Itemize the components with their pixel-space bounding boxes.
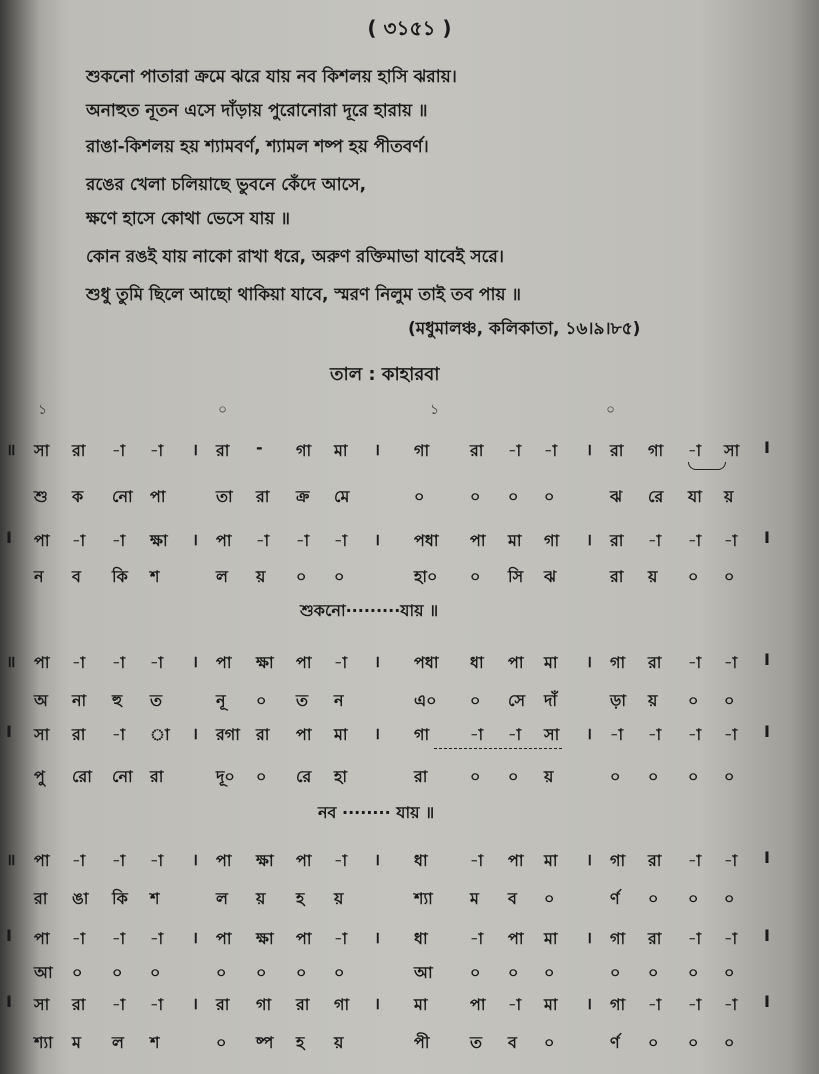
syllable-cell: শ্যা	[414, 889, 433, 908]
swara-cell: -া	[334, 531, 348, 550]
syllable-cell: এ০	[414, 691, 437, 710]
syllable-cell: ত	[470, 1033, 483, 1052]
swara-cell: রা	[648, 653, 662, 672]
syllable-cell: ০	[648, 889, 659, 908]
syllable-cell: ০	[470, 691, 481, 710]
syllable-cell: ০	[724, 691, 735, 710]
swara-cell: -া	[112, 531, 126, 550]
syllable-cell: নো	[112, 767, 133, 786]
syllable-cell: য়	[724, 487, 734, 506]
swara-cell: পা	[508, 929, 524, 948]
beat-mark: ১	[38, 402, 48, 418]
syllable-cell: ০	[334, 963, 345, 982]
swara-cell: -া	[688, 653, 702, 672]
swara-cell: ।	[192, 994, 199, 1013]
syllable-cell: য়	[334, 1033, 344, 1052]
syllable-cell: ০	[256, 767, 267, 786]
swara-cell: গা	[610, 851, 626, 870]
syllable-row	[0, 764, 819, 790]
swara-cell: রা	[256, 725, 270, 744]
syllable-cell: ড়া	[610, 691, 627, 710]
syllable-cell: কি	[112, 567, 128, 586]
syllable-cell: য়	[648, 691, 658, 710]
syllable-cell: ০	[334, 567, 345, 586]
swara-cell: ।	[586, 440, 593, 459]
swara-row	[0, 848, 819, 874]
syllable-cell: মে	[334, 487, 350, 506]
swara-cell: -া	[470, 851, 484, 870]
syllable-cell: রা	[414, 767, 428, 786]
syllable-cell: শু	[34, 487, 48, 506]
swara-cell: রা	[470, 441, 484, 460]
swara-cell: ॥	[6, 440, 16, 459]
swara-cell: মা	[544, 653, 558, 672]
page-number: ( ৩১৫১ )	[367, 16, 452, 40]
swara-cell: মা	[544, 851, 558, 870]
syllable-cell: ঙা	[72, 889, 89, 908]
syllable-cell: ল	[216, 567, 228, 586]
swara-cell: -া	[470, 929, 484, 948]
swara-cell: -া	[256, 531, 270, 550]
syllable-cell: ০	[470, 767, 481, 786]
syllable-cell: পু	[34, 767, 45, 786]
swara-cell: I	[764, 528, 770, 547]
swara-row	[0, 650, 819, 676]
swara-cell: ক্ষা	[256, 851, 274, 870]
swara-cell: পা	[216, 851, 232, 870]
lyric-line: অনাহুত নূতন এসে দাঁড়ায় পুরোনোরা দূরে হারায় ॥	[86, 101, 428, 121]
swara-cell: ।	[586, 724, 593, 743]
swara-cell: পা	[470, 531, 486, 550]
syllable-cell: নো	[112, 487, 133, 506]
swara-cell: ॥	[6, 652, 16, 671]
lyric-line: শুধু তুমি ছিলে আছো থাকিয়া যাবে, স্মরণ নিলুম তাই তব পায় ॥	[86, 285, 521, 305]
syllable-cell: ০	[724, 567, 735, 586]
swara-cell: গা	[610, 929, 626, 948]
syllable-cell: পা	[150, 487, 166, 506]
syllable-cell: ০	[72, 963, 83, 982]
syllable-cell: ০	[508, 767, 519, 786]
swara-cell: রা	[216, 441, 230, 460]
syllable-cell: ন	[34, 567, 44, 586]
swara-cell: ক্ষা	[150, 531, 168, 550]
swara-cell: মা	[334, 725, 348, 744]
swara-cell: -া	[508, 995, 522, 1014]
swara-cell: -া	[296, 531, 310, 550]
swara-cell: পা	[470, 995, 486, 1014]
swara-cell: মা	[544, 929, 558, 948]
swara-cell: পা	[216, 929, 232, 948]
syllable-cell: ব	[72, 567, 81, 586]
swara-cell: -া	[724, 653, 738, 672]
swara-cell: পা	[508, 653, 524, 672]
swara-cell: ।	[192, 530, 199, 549]
swara-cell: -া	[688, 851, 702, 870]
source-citation: (মধুমালঞ্চ, কলিকাতা, ১৬।৯।৮৫)	[408, 319, 641, 339]
swara-cell: গা	[544, 531, 560, 550]
swara-cell: রা	[648, 851, 662, 870]
swara-cell: ।	[192, 440, 199, 459]
swara-row	[0, 528, 819, 554]
syllable-cell: ম	[72, 1033, 81, 1052]
syllable-cell: দাঁ	[544, 691, 558, 710]
swara-cell: পধা	[414, 653, 439, 672]
swara-cell: -া	[72, 929, 86, 948]
swara-cell: পা	[34, 929, 50, 948]
swara-cell: ।	[586, 994, 593, 1013]
swara-cell: ।	[374, 652, 381, 671]
syllable-cell: ল	[216, 889, 228, 908]
swara-cell: ॥	[6, 850, 16, 869]
swara-cell: -	[256, 438, 263, 457]
syllable-cell: ০	[470, 567, 481, 586]
swara-cell: রা	[72, 725, 86, 744]
syllable-cell: হা০	[414, 567, 438, 586]
syllable-cell: ০	[296, 963, 307, 982]
syllable-cell: সে	[508, 691, 526, 710]
swara-cell: ক্ষা	[256, 653, 274, 672]
swara-cell: I	[764, 650, 770, 669]
syllable-cell: য়	[334, 889, 344, 908]
syllable-cell: ০	[256, 963, 267, 982]
syllable-cell: হ	[296, 889, 305, 908]
swara-cell: -া	[688, 929, 702, 948]
syllable-cell: রা	[34, 889, 48, 908]
swara-cell: ক্ষা	[256, 929, 274, 948]
swara-cell: -া	[508, 725, 522, 744]
syllable-cell: হা	[334, 767, 348, 786]
syllable-cell: ০	[216, 1033, 227, 1052]
lyric-line: ক্ষণে হাসে কোথা ভেসে যায় ॥	[86, 209, 291, 229]
swara-cell: ।	[374, 994, 381, 1013]
syllable-cell: তা	[216, 487, 233, 506]
refrain-line: নব ········ যায় ॥	[318, 803, 435, 822]
syllable-row	[0, 484, 819, 510]
lyric-line: শুকনো পাতারা ক্রমে ঝরে যায় নব কিশলয় হাসি ঝরায়।	[86, 67, 457, 87]
swara-cell: -া	[610, 725, 624, 744]
syllable-cell: য়	[544, 767, 554, 786]
swara-cell: -া	[72, 851, 86, 870]
swara-cell: -া	[150, 441, 164, 460]
swara-cell: রা	[610, 531, 624, 550]
swara-cell: রা	[610, 441, 624, 460]
syllable-cell: ০	[216, 963, 227, 982]
swara-cell: ।	[586, 850, 593, 869]
syllable-cell: নূ	[216, 691, 226, 710]
syllable-cell: ০	[112, 963, 123, 982]
swara-cell: পা	[508, 851, 524, 870]
refrain-line: শুকনো·········যায় ॥	[300, 601, 439, 620]
syllable-cell: ০	[724, 767, 735, 786]
slur-dash	[434, 748, 562, 749]
syllable-cell: ব	[508, 889, 517, 908]
swara-cell: -া	[72, 531, 86, 550]
syllable-cell: ০	[688, 1033, 699, 1052]
syllable-cell: রে	[296, 767, 312, 786]
syllable-cell: ০	[688, 889, 699, 908]
swara-cell: ।	[586, 530, 593, 549]
lyric-line: কোন রঙই যায় নাকো রাখা ধরে, অরুণ রক্তিমাভা যাবেই সরে।	[86, 247, 504, 267]
swara-cell: -া	[150, 995, 164, 1014]
swara-cell: মা	[414, 995, 428, 1014]
swara-cell: সা	[34, 441, 50, 460]
syllable-cell: ঝ	[610, 487, 623, 506]
syllable-cell: সি	[508, 567, 524, 586]
syllable-cell: রা	[610, 567, 624, 586]
syllable-cell: ০	[470, 487, 481, 506]
swara-cell: -া	[724, 725, 738, 744]
beat-mark: ১	[430, 402, 440, 418]
syllable-cell: শ	[150, 567, 160, 586]
swara-cell: গা	[414, 725, 430, 744]
lyric-line: রাঙা-কিশলয় হয় শ্যামবর্ণ, শ্যামল শষ্প হয় পীতবর্ণ।	[86, 137, 429, 157]
syllable-cell: ০	[544, 487, 555, 506]
syllable-cell: শ	[150, 1033, 160, 1052]
swara-cell: মা	[334, 441, 348, 460]
syllable-cell: ০	[688, 691, 699, 710]
syllable-cell: আ	[34, 963, 53, 982]
syllable-row	[0, 1030, 819, 1056]
syllable-cell: ০	[544, 963, 555, 982]
swara-cell: -া	[724, 851, 738, 870]
swara-cell: I	[6, 992, 12, 1011]
swara-cell: গা	[334, 995, 350, 1014]
swara-cell: গা	[296, 441, 312, 460]
swara-cell: পধা	[414, 531, 439, 550]
swara-cell: গা	[414, 441, 430, 460]
swara-cell: মা	[508, 531, 522, 550]
swara-cell: গা	[648, 441, 664, 460]
swara-cell: ।	[374, 850, 381, 869]
syllable-cell: ত	[296, 691, 309, 710]
swara-cell: I	[6, 722, 12, 741]
syllable-cell: ০	[724, 889, 735, 908]
syllable-row	[0, 564, 819, 590]
syllable-cell: ০	[688, 767, 699, 786]
syllable-row	[0, 688, 819, 714]
swara-cell: -া	[112, 851, 126, 870]
beat-mark: ০	[218, 402, 228, 418]
syllable-cell: ম	[470, 889, 479, 908]
syllable-cell: রা	[256, 487, 270, 506]
swara-cell: -া	[112, 995, 126, 1014]
swara-cell: ।	[374, 928, 381, 947]
syllable-cell: ঝ	[544, 567, 557, 586]
swara-cell: গা	[610, 653, 626, 672]
syllable-cell: শ	[150, 889, 160, 908]
syllable-cell: ০	[610, 767, 621, 786]
syllable-cell: রো	[72, 767, 92, 786]
syllable-cell: য়	[256, 889, 266, 908]
syllable-cell: ষ্প	[256, 1033, 274, 1052]
swara-cell: া	[150, 725, 170, 744]
syllable-cell: আ	[414, 963, 433, 982]
syllable-cell: রা	[150, 767, 164, 786]
swara-row	[0, 722, 819, 748]
syllable-cell: হু	[112, 691, 123, 710]
syllable-cell: র্ণ	[610, 889, 620, 908]
swara-cell: ।	[374, 440, 381, 459]
taal-heading: তাল : কাহারবা	[330, 364, 440, 385]
swara-cell: পা	[296, 851, 312, 870]
swara-cell: ।	[192, 724, 199, 743]
swara-cell: I	[764, 722, 770, 741]
syllable-cell: না	[72, 691, 87, 710]
swara-cell: রা	[216, 995, 230, 1014]
swara-cell: সা	[34, 725, 50, 744]
swara-cell: -া	[724, 531, 738, 550]
swara-cell: ।	[192, 652, 199, 671]
swara-cell: পা	[34, 851, 50, 870]
swara-cell: -া	[470, 725, 484, 744]
swara-row	[0, 926, 819, 952]
swara-cell: ।	[192, 928, 199, 947]
swara-cell: ।	[586, 928, 593, 947]
syllable-cell: দূ০	[216, 767, 235, 786]
swara-cell: I	[764, 848, 770, 867]
syllable-cell: ল	[112, 1033, 124, 1052]
swara-cell: I	[764, 992, 770, 1011]
swara-cell: ধা	[414, 851, 428, 870]
syllable-cell: ০	[544, 1033, 555, 1052]
swara-cell: -া	[112, 929, 126, 948]
swara-cell: -া	[648, 725, 662, 744]
syllable-cell: ০	[724, 1033, 735, 1052]
swara-cell: গা	[610, 995, 626, 1014]
swara-cell: রগা	[216, 725, 240, 744]
swara-cell: -া	[112, 653, 126, 672]
swara-cell: -া	[648, 531, 662, 550]
syllable-cell: ন	[334, 691, 344, 710]
swara-cell: ।	[586, 652, 593, 671]
syllable-cell: ০	[508, 487, 519, 506]
swara-row	[0, 992, 819, 1018]
swara-cell: -া	[544, 441, 558, 460]
swara-row	[0, 438, 819, 464]
syllable-row	[0, 886, 819, 912]
syllable-cell: ০	[610, 963, 621, 982]
syllable-cell: ০	[414, 487, 425, 506]
syllable-cell: কি	[112, 889, 128, 908]
swara-cell: সা	[34, 995, 50, 1014]
syllable-cell: শ্যা	[34, 1033, 53, 1052]
syllable-cell: ০	[508, 963, 519, 982]
syllable-cell: অ	[34, 691, 48, 710]
swara-cell: -া	[112, 441, 126, 460]
lyric-line: রঙের খেলা চলিয়াছে ভুবনে কেঁদে আসে,	[86, 175, 367, 195]
syllable-cell: র্ণ	[610, 1033, 620, 1052]
swara-cell: রা	[648, 929, 662, 948]
swara-cell: -া	[334, 929, 348, 948]
swara-cell: ধা	[414, 929, 428, 948]
swara-cell: -া	[150, 851, 164, 870]
syllable-row	[0, 960, 819, 986]
swara-cell: -া	[688, 441, 702, 460]
swara-cell: -া	[688, 725, 702, 744]
swara-cell: -া	[334, 653, 348, 672]
swara-cell: ধা	[470, 653, 484, 672]
syllable-cell: যা	[688, 487, 702, 506]
swara-cell: পা	[296, 653, 312, 672]
syllable-cell: ০	[296, 567, 307, 586]
swara-cell: পা	[216, 531, 232, 550]
swara-cell: সা	[724, 441, 740, 460]
swara-cell: ।	[192, 850, 199, 869]
syllable-cell: য়	[648, 567, 658, 586]
syllable-cell: ০	[724, 963, 735, 982]
swara-cell: -া	[724, 929, 738, 948]
syllable-cell: ০	[648, 1033, 659, 1052]
swara-cell: রা	[296, 995, 310, 1014]
swara-cell: I	[764, 438, 770, 457]
swara-cell: I	[6, 528, 12, 547]
swara-cell: I	[6, 926, 12, 945]
syllable-cell: পী	[414, 1033, 430, 1052]
syllable-cell: য়	[256, 567, 266, 586]
swara-cell: পা	[216, 653, 232, 672]
swara-cell: -া	[112, 725, 126, 744]
swara-cell: ।	[374, 530, 381, 549]
swara-cell: -া	[648, 995, 662, 1014]
syllable-cell: ০	[544, 889, 555, 908]
syllable-cell: ত	[150, 691, 163, 710]
syllable-cell: ক	[72, 487, 84, 506]
syllable-cell: ক্র	[296, 487, 310, 506]
syllable-cell: ব	[508, 1033, 517, 1052]
swara-cell: -া	[688, 531, 702, 550]
syllable-cell: ০	[470, 963, 481, 982]
syllable-cell: ০	[688, 567, 699, 586]
syllable-cell: রে	[648, 487, 664, 506]
syllable-cell: ০	[256, 691, 267, 710]
swara-cell: -া	[72, 653, 86, 672]
swara-cell: -া	[150, 653, 164, 672]
swara-cell: পা	[296, 929, 312, 948]
swara-cell: -া	[724, 995, 738, 1014]
swara-cell: ।	[374, 724, 381, 743]
syllable-cell: হ	[296, 1033, 305, 1052]
swara-cell: পা	[34, 531, 50, 550]
swara-cell: -া	[508, 441, 522, 460]
swara-cell: মা	[544, 995, 558, 1014]
syllable-cell: ০	[688, 963, 699, 982]
beat-mark: ০	[606, 402, 616, 418]
syllable-cell: ০	[648, 963, 659, 982]
swara-cell: গা	[256, 995, 272, 1014]
swara-cell: রা	[72, 441, 86, 460]
swara-cell: পা	[34, 653, 50, 672]
slur-mark	[688, 462, 726, 470]
swara-cell: পা	[296, 725, 312, 744]
swara-cell: -া	[688, 995, 702, 1014]
swara-cell: সা	[544, 725, 560, 744]
swara-cell: রা	[72, 995, 86, 1014]
swara-cell: I	[764, 926, 770, 945]
syllable-cell: ০	[648, 767, 659, 786]
swara-cell: -া	[334, 851, 348, 870]
swara-cell: -া	[150, 929, 164, 948]
syllable-cell: ০	[150, 963, 161, 982]
